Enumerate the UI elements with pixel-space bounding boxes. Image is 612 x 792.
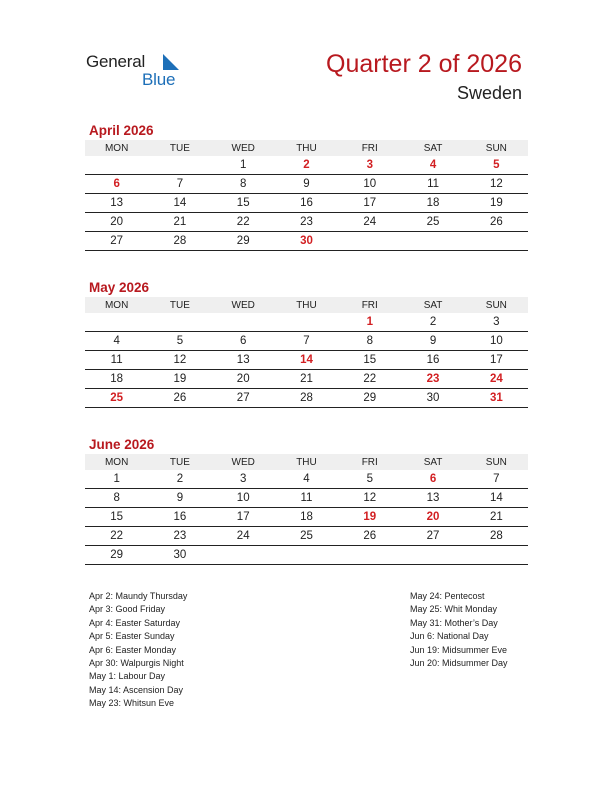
day-cell: 20 bbox=[212, 370, 275, 389]
weekday-label: SAT bbox=[401, 454, 464, 470]
day-cell: 25 bbox=[85, 389, 148, 408]
empty-day-cell bbox=[338, 232, 401, 251]
weekday-label: SUN bbox=[465, 454, 528, 470]
day-cell: 10 bbox=[465, 332, 528, 351]
month-april bbox=[85, 122, 528, 251]
day-cell: 23 bbox=[401, 370, 464, 389]
weekday-label: WED bbox=[212, 454, 275, 470]
week-row bbox=[85, 389, 528, 408]
day-cell: 22 bbox=[212, 213, 275, 232]
day-cell: 19 bbox=[465, 194, 528, 213]
holiday-list-item: Apr 3: Good Friday bbox=[89, 604, 166, 615]
holiday-list-item: Apr 6: Easter Monday bbox=[89, 644, 177, 655]
day-cell: 16 bbox=[148, 508, 211, 527]
weekday-label: THU bbox=[275, 297, 338, 313]
day-cell: 3 bbox=[212, 470, 275, 489]
day-cell: 1 bbox=[85, 470, 148, 489]
weekday-header-row bbox=[85, 454, 528, 470]
day-cell: 12 bbox=[148, 351, 211, 370]
day-cell: 7 bbox=[465, 470, 528, 489]
day-cell: 30 bbox=[148, 546, 211, 565]
day-cell: 28 bbox=[148, 232, 211, 251]
day-cell: 8 bbox=[212, 175, 275, 194]
country-name: Sweden bbox=[456, 83, 522, 103]
day-cell: 5 bbox=[148, 332, 211, 351]
day-cell: 6 bbox=[85, 175, 148, 194]
month-june bbox=[85, 436, 528, 565]
day-cell: 16 bbox=[401, 351, 464, 370]
day-cell: 24 bbox=[465, 370, 528, 389]
month-title: April 2026 bbox=[89, 123, 154, 138]
day-cell: 15 bbox=[338, 351, 401, 370]
day-cell: 13 bbox=[85, 194, 148, 213]
day-cell: 2 bbox=[401, 313, 464, 332]
day-cell: 1 bbox=[338, 313, 401, 332]
day-cell: 14 bbox=[275, 351, 338, 370]
day-cell: 28 bbox=[275, 389, 338, 408]
day-cell: 14 bbox=[465, 489, 528, 508]
day-cell: 9 bbox=[148, 489, 211, 508]
calendar-table bbox=[85, 297, 528, 408]
day-cell: 8 bbox=[85, 489, 148, 508]
day-cell: 4 bbox=[85, 332, 148, 351]
empty-day-cell bbox=[85, 313, 148, 332]
day-cell: 30 bbox=[401, 389, 464, 408]
holiday-list-item: Apr 5: Easter Sunday bbox=[89, 631, 175, 642]
day-cell: 9 bbox=[275, 175, 338, 194]
day-cell: 31 bbox=[465, 389, 528, 408]
holiday-list-item: May 25: Whit Monday bbox=[410, 604, 498, 615]
day-cell: 14 bbox=[148, 194, 211, 213]
day-cell: 3 bbox=[338, 156, 401, 175]
day-cell: 11 bbox=[85, 351, 148, 370]
empty-day-cell bbox=[148, 156, 211, 175]
day-cell: 1 bbox=[212, 156, 275, 175]
week-row bbox=[85, 175, 528, 194]
holiday-list-item: May 24: Pentecost bbox=[410, 591, 485, 601]
holiday-list-item: Jun 19: Midsummer Eve bbox=[410, 644, 508, 655]
empty-day-cell bbox=[401, 232, 464, 251]
day-cell: 5 bbox=[465, 156, 528, 175]
day-cell: 22 bbox=[338, 370, 401, 389]
day-cell: 12 bbox=[338, 489, 401, 508]
day-cell: 29 bbox=[338, 389, 401, 408]
month-may bbox=[85, 279, 528, 408]
generalblue-logo bbox=[86, 52, 196, 92]
day-cell: 10 bbox=[338, 175, 401, 194]
day-cell: 7 bbox=[148, 175, 211, 194]
day-cell: 21 bbox=[148, 213, 211, 232]
week-row bbox=[85, 527, 528, 546]
empty-day-cell bbox=[275, 546, 338, 565]
weekday-header-row bbox=[85, 297, 528, 313]
day-cell: 26 bbox=[338, 527, 401, 546]
day-cell: 17 bbox=[212, 508, 275, 527]
weekday-label: SAT bbox=[401, 297, 464, 313]
day-cell: 17 bbox=[465, 351, 528, 370]
day-cell: 24 bbox=[338, 213, 401, 232]
day-cell: 20 bbox=[401, 508, 464, 527]
weekday-label: WED bbox=[212, 297, 275, 313]
page-title: Quarter 2 of 2026 bbox=[326, 50, 522, 78]
week-row bbox=[85, 351, 528, 370]
day-cell: 5 bbox=[338, 470, 401, 489]
day-cell: 27 bbox=[85, 232, 148, 251]
week-row bbox=[85, 489, 528, 508]
day-cell: 15 bbox=[212, 194, 275, 213]
day-cell: 20 bbox=[85, 213, 148, 232]
empty-day-cell bbox=[401, 546, 464, 565]
weekday-label: SAT bbox=[401, 140, 464, 156]
weekday-label: MON bbox=[85, 454, 148, 470]
day-cell: 4 bbox=[401, 156, 464, 175]
day-cell: 15 bbox=[85, 508, 148, 527]
day-cell: 3 bbox=[465, 313, 528, 332]
day-cell: 27 bbox=[212, 389, 275, 408]
week-row bbox=[85, 470, 528, 489]
empty-day-cell bbox=[275, 313, 338, 332]
holiday-list-item: Apr 4: Easter Saturday bbox=[89, 617, 181, 628]
holiday-list-item: Apr 2: Maundy Thursday bbox=[89, 591, 188, 601]
week-row bbox=[85, 313, 528, 332]
day-cell: 7 bbox=[275, 332, 338, 351]
day-cell: 12 bbox=[465, 175, 528, 194]
logo-word-blue: Blue bbox=[142, 70, 176, 89]
weekday-label: MON bbox=[85, 297, 148, 313]
holiday-list-right bbox=[410, 590, 508, 670]
empty-day-cell bbox=[338, 546, 401, 565]
month-title: May 2026 bbox=[89, 280, 150, 295]
day-cell: 17 bbox=[338, 194, 401, 213]
weekday-header-row bbox=[85, 140, 528, 156]
logo-word-general: General bbox=[86, 52, 146, 71]
empty-day-cell bbox=[465, 232, 528, 251]
day-cell: 25 bbox=[401, 213, 464, 232]
empty-day-cell bbox=[212, 313, 275, 332]
day-cell: 24 bbox=[212, 527, 275, 546]
day-cell: 26 bbox=[465, 213, 528, 232]
week-row bbox=[85, 194, 528, 213]
day-cell: 25 bbox=[275, 527, 338, 546]
calendar-table bbox=[85, 454, 528, 565]
weekday-label: TUE bbox=[148, 454, 211, 470]
calendar-table bbox=[85, 140, 528, 251]
weekday-label: FRI bbox=[338, 297, 401, 313]
day-cell: 18 bbox=[275, 508, 338, 527]
weekday-label: SUN bbox=[465, 140, 528, 156]
holiday-list-item: May 31: Mother’s Day bbox=[410, 617, 498, 628]
day-cell: 29 bbox=[85, 546, 148, 565]
day-cell: 10 bbox=[212, 489, 275, 508]
week-row bbox=[85, 546, 528, 565]
weekday-label: FRI bbox=[338, 140, 401, 156]
day-cell: 27 bbox=[401, 527, 464, 546]
weekday-label: THU bbox=[275, 140, 338, 156]
weekday-label: WED bbox=[212, 140, 275, 156]
holiday-list-item: May 1: Labour Day bbox=[89, 671, 166, 682]
day-cell: 29 bbox=[212, 232, 275, 251]
weekday-label: TUE bbox=[148, 297, 211, 313]
week-row bbox=[85, 232, 528, 251]
day-cell: 21 bbox=[275, 370, 338, 389]
week-row bbox=[85, 370, 528, 389]
day-cell: 19 bbox=[148, 370, 211, 389]
day-cell: 22 bbox=[85, 527, 148, 546]
weekday-label: TUE bbox=[148, 140, 211, 156]
day-cell: 23 bbox=[275, 213, 338, 232]
empty-day-cell bbox=[465, 546, 528, 565]
holiday-list-item: May 23: Whitsun Eve bbox=[89, 698, 175, 709]
holiday-list-item: Jun 20: Midsummer Day bbox=[410, 658, 508, 669]
day-cell: 21 bbox=[465, 508, 528, 527]
day-cell: 13 bbox=[401, 489, 464, 508]
day-cell: 19 bbox=[338, 508, 401, 527]
holiday-list-left bbox=[89, 590, 187, 711]
day-cell: 8 bbox=[338, 332, 401, 351]
day-cell: 9 bbox=[401, 332, 464, 351]
day-cell: 23 bbox=[148, 527, 211, 546]
day-cell: 28 bbox=[465, 527, 528, 546]
weekday-label: MON bbox=[85, 140, 148, 156]
day-cell: 18 bbox=[85, 370, 148, 389]
day-cell: 30 bbox=[275, 232, 338, 251]
weekday-label: SUN bbox=[465, 297, 528, 313]
day-cell: 18 bbox=[401, 194, 464, 213]
day-cell: 2 bbox=[275, 156, 338, 175]
day-cell: 11 bbox=[401, 175, 464, 194]
day-cell: 16 bbox=[275, 194, 338, 213]
day-cell: 4 bbox=[275, 470, 338, 489]
week-row bbox=[85, 213, 528, 232]
holiday-list-item: May 14: Ascension Day bbox=[89, 684, 184, 695]
day-cell: 13 bbox=[212, 351, 275, 370]
weekday-label: FRI bbox=[338, 454, 401, 470]
logo-triangle-icon bbox=[161, 52, 181, 72]
day-cell: 2 bbox=[148, 470, 211, 489]
empty-day-cell bbox=[148, 313, 211, 332]
weekday-label: THU bbox=[275, 454, 338, 470]
week-row bbox=[85, 508, 528, 527]
day-cell: 11 bbox=[275, 489, 338, 508]
week-row bbox=[85, 332, 528, 351]
holiday-list-item: Jun 6: National Day bbox=[410, 631, 489, 642]
month-title: June 2026 bbox=[89, 437, 155, 452]
empty-day-cell bbox=[85, 156, 148, 175]
holiday-list-item: Apr 30: Walpurgis Night bbox=[89, 658, 184, 669]
day-cell: 6 bbox=[401, 470, 464, 489]
empty-day-cell bbox=[212, 546, 275, 565]
day-cell: 6 bbox=[212, 332, 275, 351]
week-row bbox=[85, 156, 528, 175]
day-cell: 26 bbox=[148, 389, 211, 408]
